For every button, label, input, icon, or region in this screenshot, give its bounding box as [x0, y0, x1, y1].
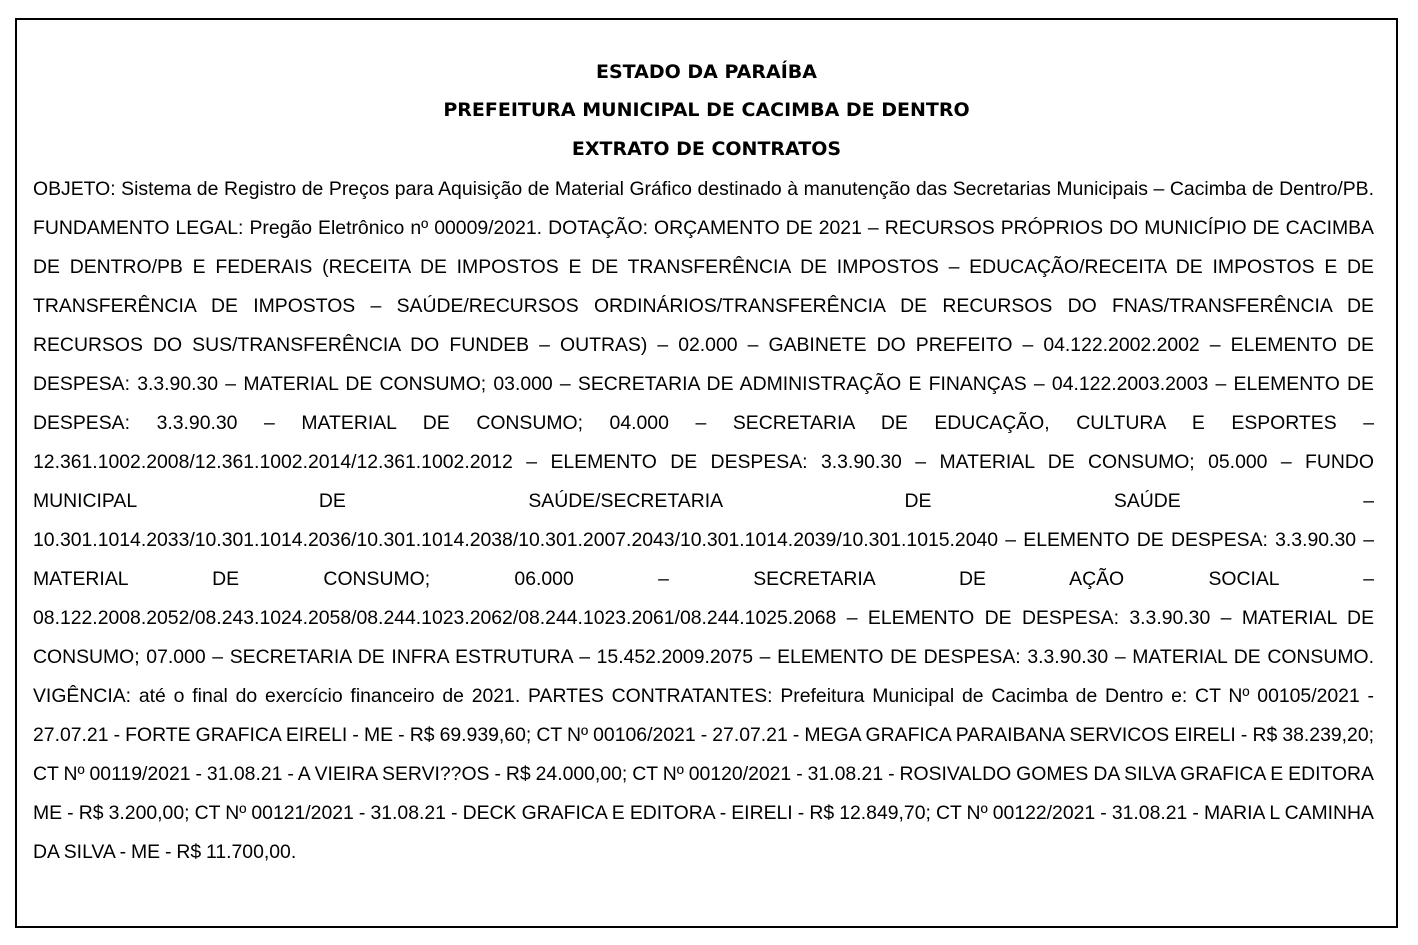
state-heading: ESTADO DA PARAÍBA	[596, 61, 817, 83]
municipality-heading: PREFEITURA MUNICIPAL DE CACIMBA DE DENTRO	[443, 99, 970, 121]
contract-extract-body: OBJETO: Sistema de Registro de Preços para Aquisição de Material Gráfico destinado à manutenção das Secretarias Municipais – Cacimba de Dentro/PB. FUNDAMENTO LEGAL: Pregão Eletrônico nº 00009/2021. DOTAÇÃO: ORÇAMENTO DE 2021 – RECURSOS PRÓPRIOS DO MUNICÍPIO DE CACIMBA DE DENTRO/PB E FEDERAIS (RECEITA DE IMPOSTOS E DE TRANSFERÊNCIA DE IMPOSTOS – EDUCAÇÃO/RECEITA DE IMPOSTOS E DE TRANSFERÊNCIA DE IMPOSTOS – SAÚDE/RECURSOS ORDINÁRIOS/TRANSFERÊNCIA DE RECURSOS DO FNAS/TRANSFERÊNCIA DE RECURSOS DO SUS/TRANSFERÊNCIA DO FUNDEB – OUTRAS) – 02.000 – GABINETE DO PREFEITO – 04.122.2002.2002 – ELEMENTO DE DESPESA: 3.3.90.30 – MATERIAL DE CONSUMO; 03.000 – SECRETARIA DE ADMINISTRAÇÃO E FINANÇAS – 04.122.2003.2003 – ELEMENTO DE DESPESA: 3.3.90.30 – MATERIAL DE CONSUMO; 04.000 – SECRETARIA DE EDUCAÇÃO, CULTURA E ESPORTES – 12.361.1002.2008/12.361.1002.2014/12.361.1002.2012 – ELEMENTO DE DESPESA: 3.3.90.30 – MATERIAL DE CONSUMO; 05.000 – FUNDO MUNICIPAL DE SAÚDE/SECRETARIA DE SAÚDE – 10.301.1014.2033/10.301.1014.2036/10.301.1014.2038/10.301.2007.2043/10.301.1014.2039/10.301.1015.2040 – ELEMENTO DE DESPESA: 3.3.90.30 – MATERIAL DE CONSUMO; 06.000 – SECRETARIA DE AÇÃO SOCIAL – 08.122.2008.2052/08.243.1024.2058/08.244.1023.2062/08.244.1023.2061/08.244.1025.2068 – ELEMENTO DE DESPESA: 3.3.90.30 – MATERIAL DE CONSUMO; 07.000 – SECRETARIA DE INFRA ESTRUTURA – 15.452.2009.2075 – ELEMENTO DE DESPESA: 3.3.90.30 – MATERIAL DE CONSUMO. VIGÊNCIA: até o final do exercício financeiro de 2021. PARTES CONTRATANTES: Prefeitura Municipal de Cacimba de Dentro e: CT Nº 00105/2021 - 27.07.21 - FORTE GRAFICA EIRELI - ME - R$ 69.939,60; CT Nº 00106/2021 - 27.07.21 - MEGA GRAFICA PARAIBANA SERVICOS EIRELI - R$ 38.239,20; CT Nº 00119/2021 - 31.08.21 - A VIEIRA SERVI??OS - R$ 24.000,00; CT Nº 00120/2021 - 31.08.21 - ROSIVALDO GOMES DA SILVA GRAFICA E EDITORA ME - R$ 3.200,00; CT Nº 00121/2021 - 31.08.21 - DECK GRAFICA E EDITORA - EIRELI - R$ 12.849,70; CT Nº 00122/2021 - 31.08.21 - MARIA L CAMINHA DA SILVA - ME - R$ 11.700,00.	[33, 178, 1374, 863]
document-title: EXTRATO DE CONTRATOS	[571, 138, 842, 160]
document-border	[15, 18, 1398, 928]
